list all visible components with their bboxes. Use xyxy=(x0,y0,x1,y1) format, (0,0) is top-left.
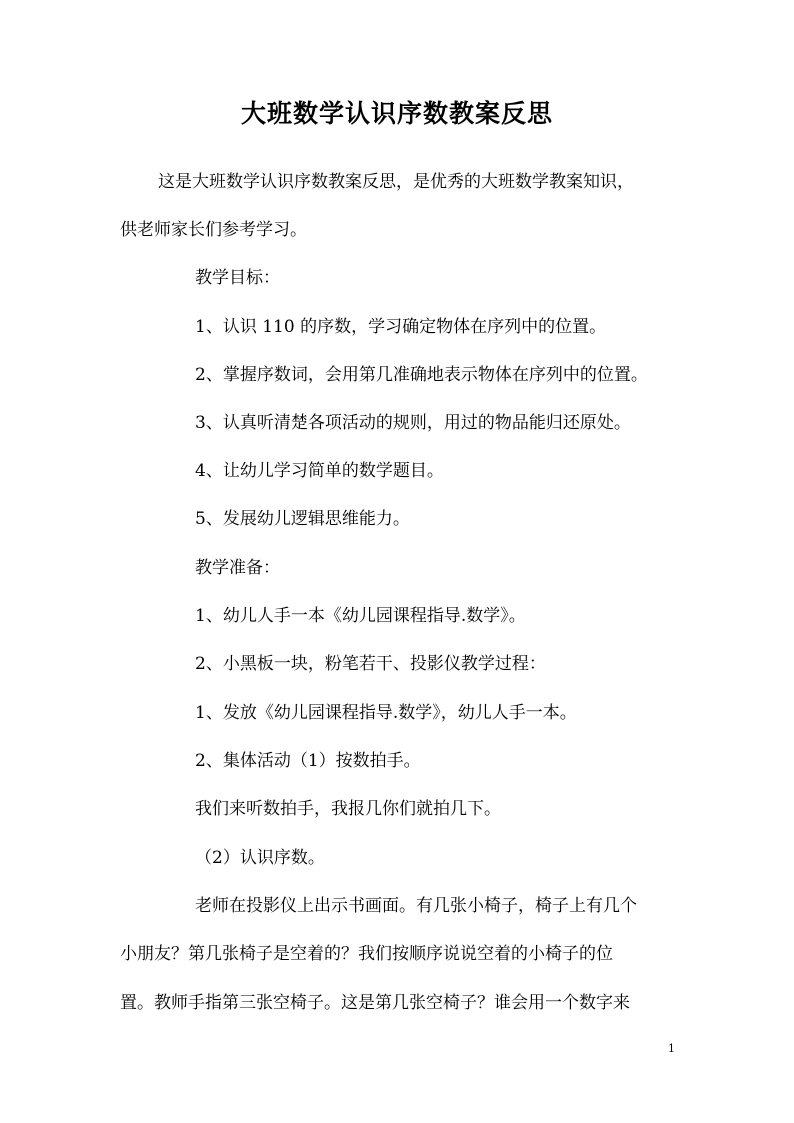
intro-line-1: 这是大班数学认识序数教案反思，是优秀的大班数学教案知识， xyxy=(158,172,634,192)
preparation-2: 2、小黑板一块，粉笔若干、投影仪教学过程： xyxy=(195,654,546,674)
objectives-heading: 教学目标： xyxy=(195,268,280,288)
preparation-heading: 教学准备： xyxy=(195,558,280,578)
intro-line-2: 供老师家长们参考学习。 xyxy=(120,220,307,240)
objective-5: 5、发展幼儿逻辑思维能力。 xyxy=(195,509,410,529)
process-2b: （2）认识序数。 xyxy=(195,848,325,868)
preparation-1: 1、幼儿人手一本《幼儿园课程指导.数学》。 xyxy=(195,606,526,626)
body-line-1: 老师在投影仪上出示书画面。有几张小椅子，椅子上有几个 xyxy=(195,896,637,916)
body-line-2: 小朋友？第几张椅子是空着的？我们按顺序说说空着的小椅子的位 xyxy=(120,944,613,964)
process-1: 1、发放《幼儿园课程指导.数学》，幼儿人手一本。 xyxy=(195,703,577,723)
objective-3: 3、认真听清楚各项活动的规则，用过的物品能归还原处。 xyxy=(195,413,631,433)
process-2: 2、集体活动（1）按数拍手。 xyxy=(195,751,421,771)
document-title: 大班数学认识序数教案反思 xyxy=(240,99,553,128)
objective-4: 4、让幼儿学习简单的数学题目。 xyxy=(195,461,444,481)
objective-2: 2、掌握序数词，会用第几准确地表示物体在序列中的位置。 xyxy=(195,365,648,385)
body-line-3: 置。教师手指第三张空椅子。这是第几张空椅子？谁会用一个数字来 xyxy=(120,993,630,1013)
process-2-text: 我们来听数拍手，我报几你们就拍几下。 xyxy=(195,799,501,819)
page-number: 1 xyxy=(668,1042,675,1055)
objective-1: 1、认识 110 的序数，学习确定物体在序列中的位置。 xyxy=(195,317,607,337)
